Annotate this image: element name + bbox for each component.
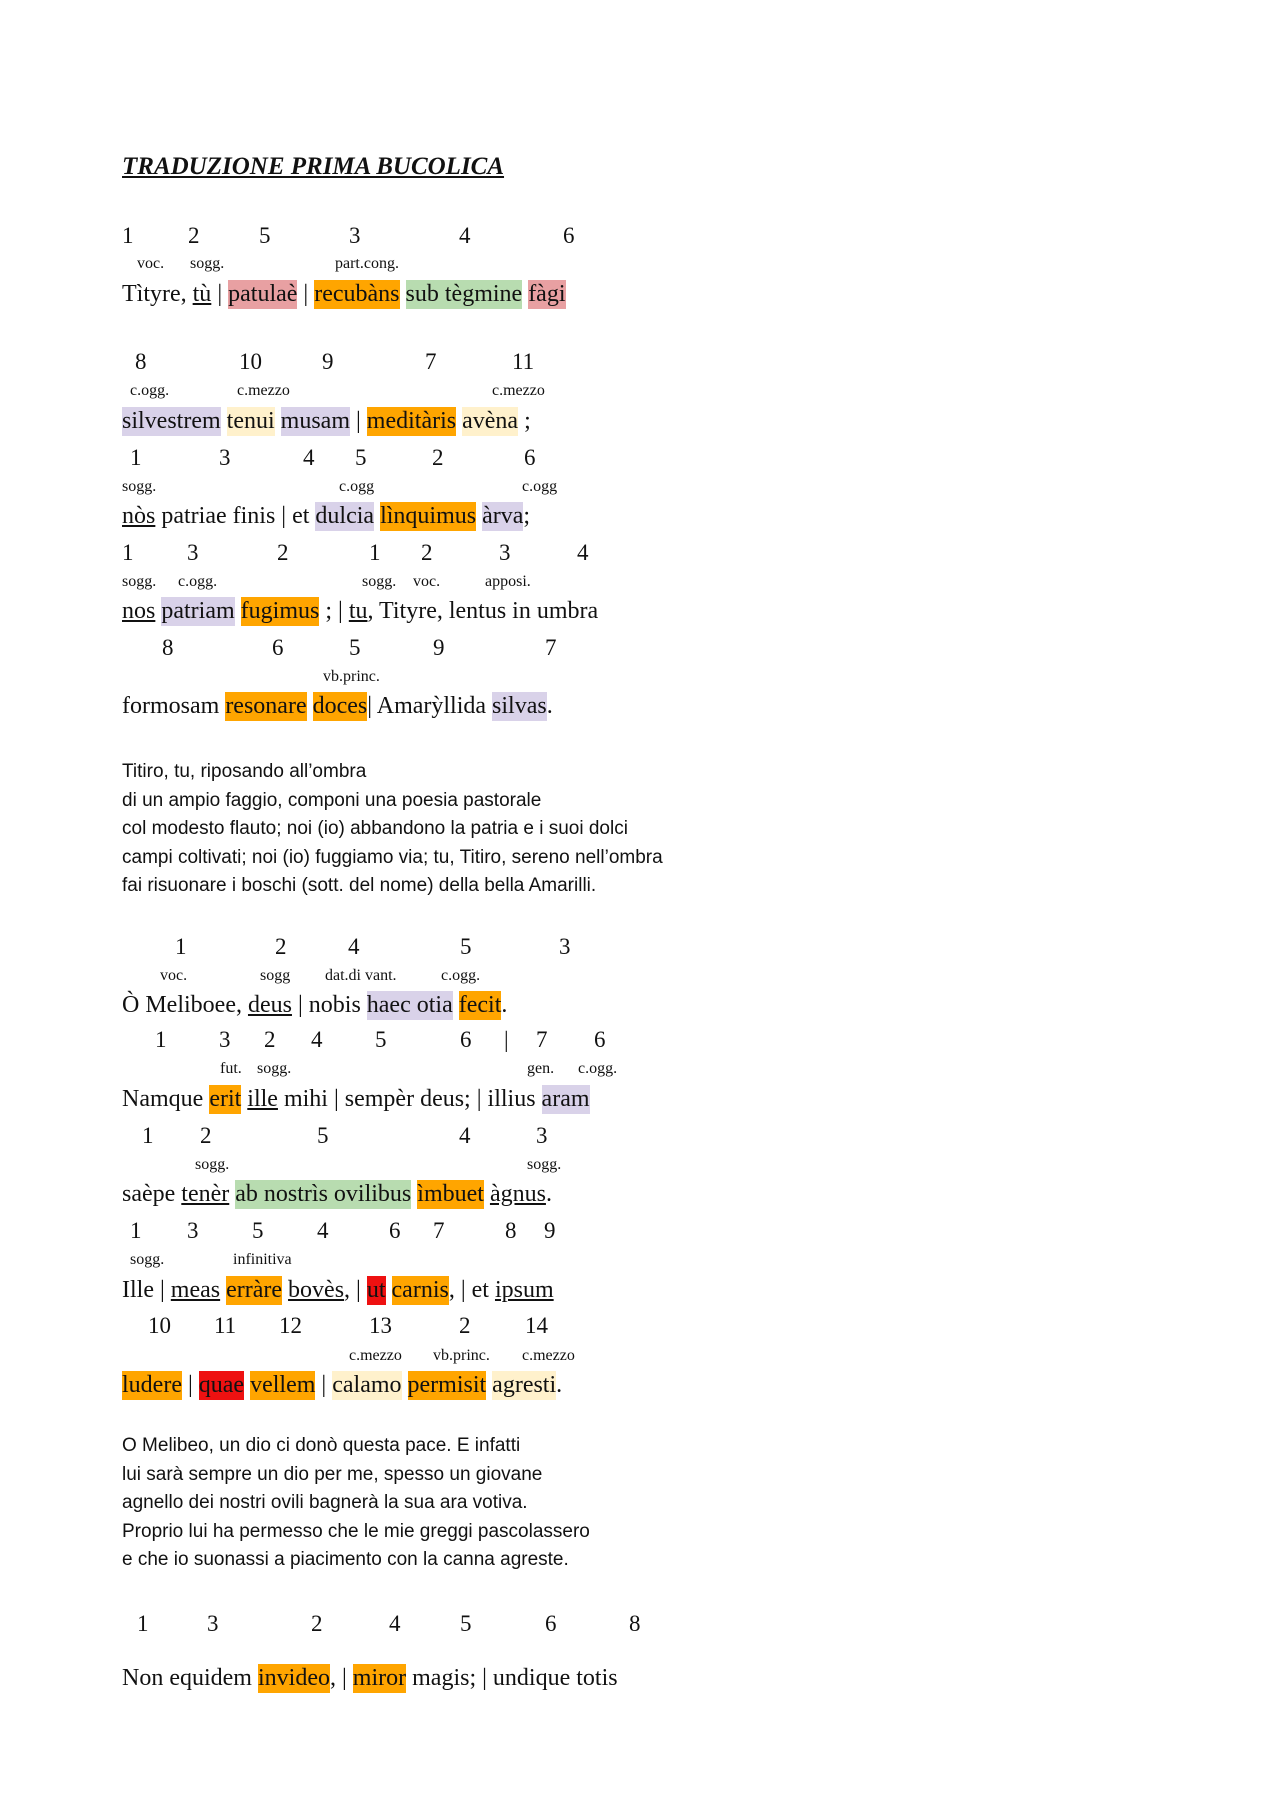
underlined-word: nòs: [122, 503, 156, 529]
translation-line: agnello dei nostri ovili bagnerà la sua ara votiva.: [122, 1492, 528, 1514]
highlighted-word: lìnquimus: [380, 503, 477, 529]
highlighted-word: haec otia: [366, 992, 453, 1018]
verse-text: ;: [523, 503, 531, 529]
order-number: 6: [272, 635, 284, 660]
highlighted-word: erit: [209, 1086, 242, 1112]
verse-text: .: [556, 1372, 563, 1398]
highlighted-word: miror: [352, 1665, 407, 1691]
translation-line: di un ampio faggio, componi una poesia pastorale: [122, 789, 542, 811]
order-number: 1: [369, 540, 381, 565]
highlighted-word: carnis: [391, 1277, 449, 1303]
order-number: 4: [459, 223, 471, 248]
order-number: 10: [239, 349, 262, 374]
highlighted-word: permisit: [407, 1372, 487, 1398]
verse-text: |: [315, 1372, 333, 1398]
verse-text: .: [501, 992, 508, 1018]
verse-text: Namque: [122, 1086, 210, 1112]
highlighted-word: ludere: [122, 1372, 182, 1398]
order-number: |: [504, 1027, 509, 1052]
order-number: 4: [389, 1611, 401, 1636]
order-number: 3: [559, 934, 571, 959]
order-number: 7: [425, 349, 437, 374]
order-number: 9: [544, 1218, 556, 1243]
verse-text: [400, 281, 406, 307]
latin-verse-line: [122, 1086, 590, 1113]
verse-text: [275, 408, 281, 434]
grammar-label: c.mezzo: [349, 1347, 402, 1364]
grammar-label: infinitiva: [233, 1251, 292, 1268]
highlighted-word: silvas: [492, 693, 547, 719]
latin-verse-line: [122, 598, 598, 625]
order-number: 5: [317, 1123, 329, 1148]
order-number: 11: [214, 1313, 237, 1338]
verse-text: [307, 693, 313, 719]
underlined-word: nos: [122, 598, 156, 624]
grammar-label: sogg.: [130, 1251, 165, 1268]
order-number: 8: [162, 635, 174, 660]
order-number: 7: [433, 1218, 445, 1243]
translation-line: campi coltivati; noi (io) fuggiamo via; tu, Titiro, sereno nell’ombra: [122, 846, 663, 868]
order-number: 1: [137, 1611, 149, 1636]
order-number: 6: [594, 1027, 606, 1052]
order-number: 2: [432, 445, 444, 470]
highlighted-word: ut: [366, 1277, 386, 1303]
order-number: 12: [279, 1313, 302, 1338]
order-number: 3: [536, 1123, 548, 1148]
order-number: 5: [349, 635, 361, 660]
verse-text: |: [297, 281, 315, 307]
verse-text: saèpe: [122, 1181, 182, 1207]
grammar-label: c.ogg.: [578, 1060, 618, 1077]
order-number: 4: [577, 540, 589, 565]
order-number: 1: [175, 934, 187, 959]
order-number: 5: [252, 1218, 264, 1243]
latin-verse-line: [122, 1372, 562, 1399]
grammar-label: c.mezzo: [522, 1347, 575, 1364]
grammar-label: c.ogg: [339, 478, 375, 495]
order-number: 8: [135, 349, 147, 374]
verse-text: [221, 408, 227, 434]
order-number: 4: [317, 1218, 329, 1243]
order-number: 5: [259, 223, 271, 248]
highlighted-word: fecit: [458, 992, 502, 1018]
order-number: 3: [207, 1611, 219, 1636]
verse-text: Ille |: [122, 1277, 171, 1303]
grammar-label: gen.: [527, 1060, 555, 1077]
grammar-label: part.cong.: [335, 255, 399, 272]
verse-text: |: [211, 281, 229, 307]
highlighted-word: patulaè: [228, 281, 298, 307]
highlighted-word: tenui: [226, 408, 275, 434]
order-number: 6: [563, 223, 575, 248]
highlighted-word: aram: [541, 1086, 590, 1112]
underlined-word: meas: [170, 1277, 221, 1303]
order-number: 3: [219, 1027, 231, 1052]
order-number: 7: [536, 1027, 548, 1052]
highlighted-word: recubàns: [314, 281, 400, 307]
highlighted-word: erràre: [226, 1277, 283, 1303]
order-number: 7: [545, 635, 557, 660]
grammar-label: c.mezzo: [237, 382, 290, 399]
highlighted-word: musam: [280, 408, 350, 434]
underlined-word: deus: [247, 992, 292, 1018]
order-number: 5: [355, 445, 367, 470]
underlined-word: tu: [348, 598, 368, 624]
order-number: 2: [311, 1611, 323, 1636]
grammar-label: apposi.: [485, 573, 531, 590]
grammar-label: fut.: [220, 1060, 242, 1077]
order-number: 6: [545, 1611, 557, 1636]
underlined-word: ipsum: [494, 1277, 554, 1303]
order-number: 1: [122, 540, 134, 565]
latin-verse-line: [122, 1181, 552, 1208]
grammar-label: sogg.: [527, 1156, 562, 1173]
highlighted-word: àrva: [482, 503, 524, 529]
order-number: 2: [275, 934, 287, 959]
latin-verse-line: [122, 503, 530, 530]
translation-line: O Melibeo, un dio ci donò questa pace. E infatti: [122, 1435, 521, 1456]
grammar-label: sogg.: [257, 1060, 292, 1077]
highlighted-word: ìmbuet: [417, 1181, 484, 1207]
underlined-word: àgnus: [489, 1181, 546, 1207]
grammar-label: sogg: [260, 967, 291, 984]
order-number: 6: [389, 1218, 401, 1243]
highlighted-word: avèna: [462, 408, 519, 434]
verse-text: | nobis: [291, 992, 367, 1018]
grammar-label: voc.: [137, 255, 165, 272]
latin-verse-line: [122, 408, 531, 435]
order-number: 6: [524, 445, 536, 470]
order-number: 2: [421, 540, 433, 565]
grammar-label: sogg.: [122, 478, 157, 495]
highlighted-word: meditàris: [366, 408, 457, 434]
order-number: 1: [130, 1218, 142, 1243]
highlighted-word: quae: [198, 1372, 245, 1398]
order-number: 2: [459, 1313, 471, 1338]
underlined-word: tenèr: [181, 1181, 230, 1207]
grammar-label: dat.di vant.: [325, 967, 397, 984]
order-number: 11: [512, 349, 535, 374]
order-number: 13: [369, 1313, 392, 1338]
grammar-label: vb.princ.: [433, 1347, 490, 1364]
highlighted-word: doces: [312, 693, 368, 719]
order-number: 4: [459, 1123, 471, 1148]
page-title: TRADUZIONE PRIMA BUCOLICA: [122, 153, 505, 180]
order-number: 1: [122, 223, 134, 248]
verse-text: [402, 1372, 408, 1398]
highlighted-word: sub tègmine: [405, 281, 523, 307]
order-number: 5: [460, 934, 472, 959]
order-number: 3: [499, 540, 511, 565]
verse-text: .: [545, 1181, 552, 1207]
verse-text: |: [349, 408, 367, 434]
highlighted-word: vellem: [250, 1372, 316, 1398]
order-number: 1: [142, 1123, 154, 1148]
verse-text: ; |: [319, 598, 349, 624]
grammar-label: sogg.: [195, 1156, 230, 1173]
order-number: 8: [505, 1218, 517, 1243]
order-number: 5: [460, 1611, 472, 1636]
verse-text: .: [546, 693, 553, 719]
verse-text: Non equidem: [122, 1665, 258, 1691]
highlighted-word: silvestrem: [122, 408, 221, 434]
order-number: 4: [303, 445, 315, 470]
highlighted-word: patriam: [161, 598, 235, 624]
grammar-label: voc.: [413, 573, 441, 590]
verse-text: , |: [344, 1277, 367, 1303]
order-number: 3: [187, 1218, 199, 1243]
verse-text: | Amarỳllida: [367, 693, 493, 719]
translation-paragraph: [122, 758, 663, 901]
order-number: 14: [525, 1313, 548, 1338]
highlighted-word: fugimus: [240, 598, 320, 624]
verse-text: Tìtyre,: [122, 281, 193, 307]
translation-paragraph: [122, 1432, 590, 1575]
order-number: 3: [219, 445, 231, 470]
grammar-label: c.ogg.: [130, 382, 170, 399]
order-number: 2: [264, 1027, 276, 1052]
verse-text: , |: [329, 1665, 353, 1691]
translation-line: Proprio lui ha permesso che le mie greggi pascolassero: [122, 1520, 590, 1542]
highlighted-word: ab nostrìs ovilibus: [235, 1181, 412, 1207]
verse-text: [386, 1277, 392, 1303]
translation-line: e che io suonassi a piacimento con la canna agreste.: [122, 1549, 569, 1571]
latin-verse-line: [122, 281, 566, 308]
order-number: 5: [375, 1027, 387, 1052]
translation-line: fai risuonare i boschi (sott. del nome) della bella Amarilli.: [122, 875, 597, 897]
translation-line: Titiro, tu, riposando all’ombra: [122, 761, 367, 782]
highlighted-word: invideo: [257, 1665, 330, 1691]
verse-text: [235, 598, 241, 624]
order-number: 8: [629, 1611, 641, 1636]
grammar-label: c.ogg.: [178, 573, 218, 590]
order-number: 6: [460, 1027, 472, 1052]
verse-text: mihi | sempèr deus; | illius: [277, 1086, 542, 1112]
highlighted-word: agresti: [492, 1372, 557, 1398]
order-number: 10: [148, 1313, 171, 1338]
verse-text: [453, 992, 459, 1018]
order-number: 2: [200, 1123, 212, 1148]
order-number: 3: [349, 223, 361, 248]
verse-text: magis; | undique totis: [406, 1665, 618, 1691]
order-number: 4: [311, 1027, 323, 1052]
highlighted-word: calamo: [332, 1372, 402, 1398]
translation-line: col modesto flauto; noi (io) abbandono la patria e i suoi dolci: [122, 818, 628, 840]
order-number: 9: [433, 635, 445, 660]
underlined-word: tù: [192, 281, 212, 307]
grammar-label: vb.princ.: [323, 668, 380, 685]
verse-text: , Tityre, lentus in umbra: [367, 598, 599, 624]
highlighted-word: dulcia: [315, 503, 375, 529]
verse-text: , | et: [448, 1277, 495, 1303]
latin-verse-line: [122, 992, 507, 1019]
highlighted-word: resonare: [225, 693, 307, 719]
order-number: 2: [188, 223, 200, 248]
latin-verse-line: [122, 693, 553, 720]
verse-text: ;: [518, 408, 531, 434]
highlighted-word: fàgi: [528, 281, 566, 307]
grammar-label: c.ogg: [522, 478, 558, 495]
order-number: 3: [187, 540, 199, 565]
grammar-label: c.mezzo: [492, 382, 545, 399]
latin-verse-line: [122, 1277, 554, 1304]
order-number: 9: [322, 349, 334, 374]
grammar-label: sogg.: [122, 573, 157, 590]
verse-text: |: [181, 1372, 199, 1398]
verse-text: patriae finis | et: [155, 503, 316, 529]
order-number: 1: [130, 445, 142, 470]
verse-text: formosam: [122, 693, 226, 719]
order-number: 1: [155, 1027, 167, 1052]
grammar-label: c.ogg.: [441, 967, 481, 984]
order-number: 2: [277, 540, 289, 565]
underlined-word: ille: [247, 1086, 278, 1112]
verse-text: Ò Meliboee,: [122, 992, 248, 1018]
grammar-label: sogg.: [190, 255, 225, 272]
grammar-label: voc.: [160, 967, 188, 984]
translation-line: lui sarà sempre un dio per me, spesso un giovane: [122, 1463, 543, 1485]
grammar-label: sogg.: [362, 573, 397, 590]
underlined-word: bovès: [288, 1277, 345, 1303]
order-number: 4: [348, 934, 360, 959]
latin-verse-line: [122, 1665, 618, 1692]
